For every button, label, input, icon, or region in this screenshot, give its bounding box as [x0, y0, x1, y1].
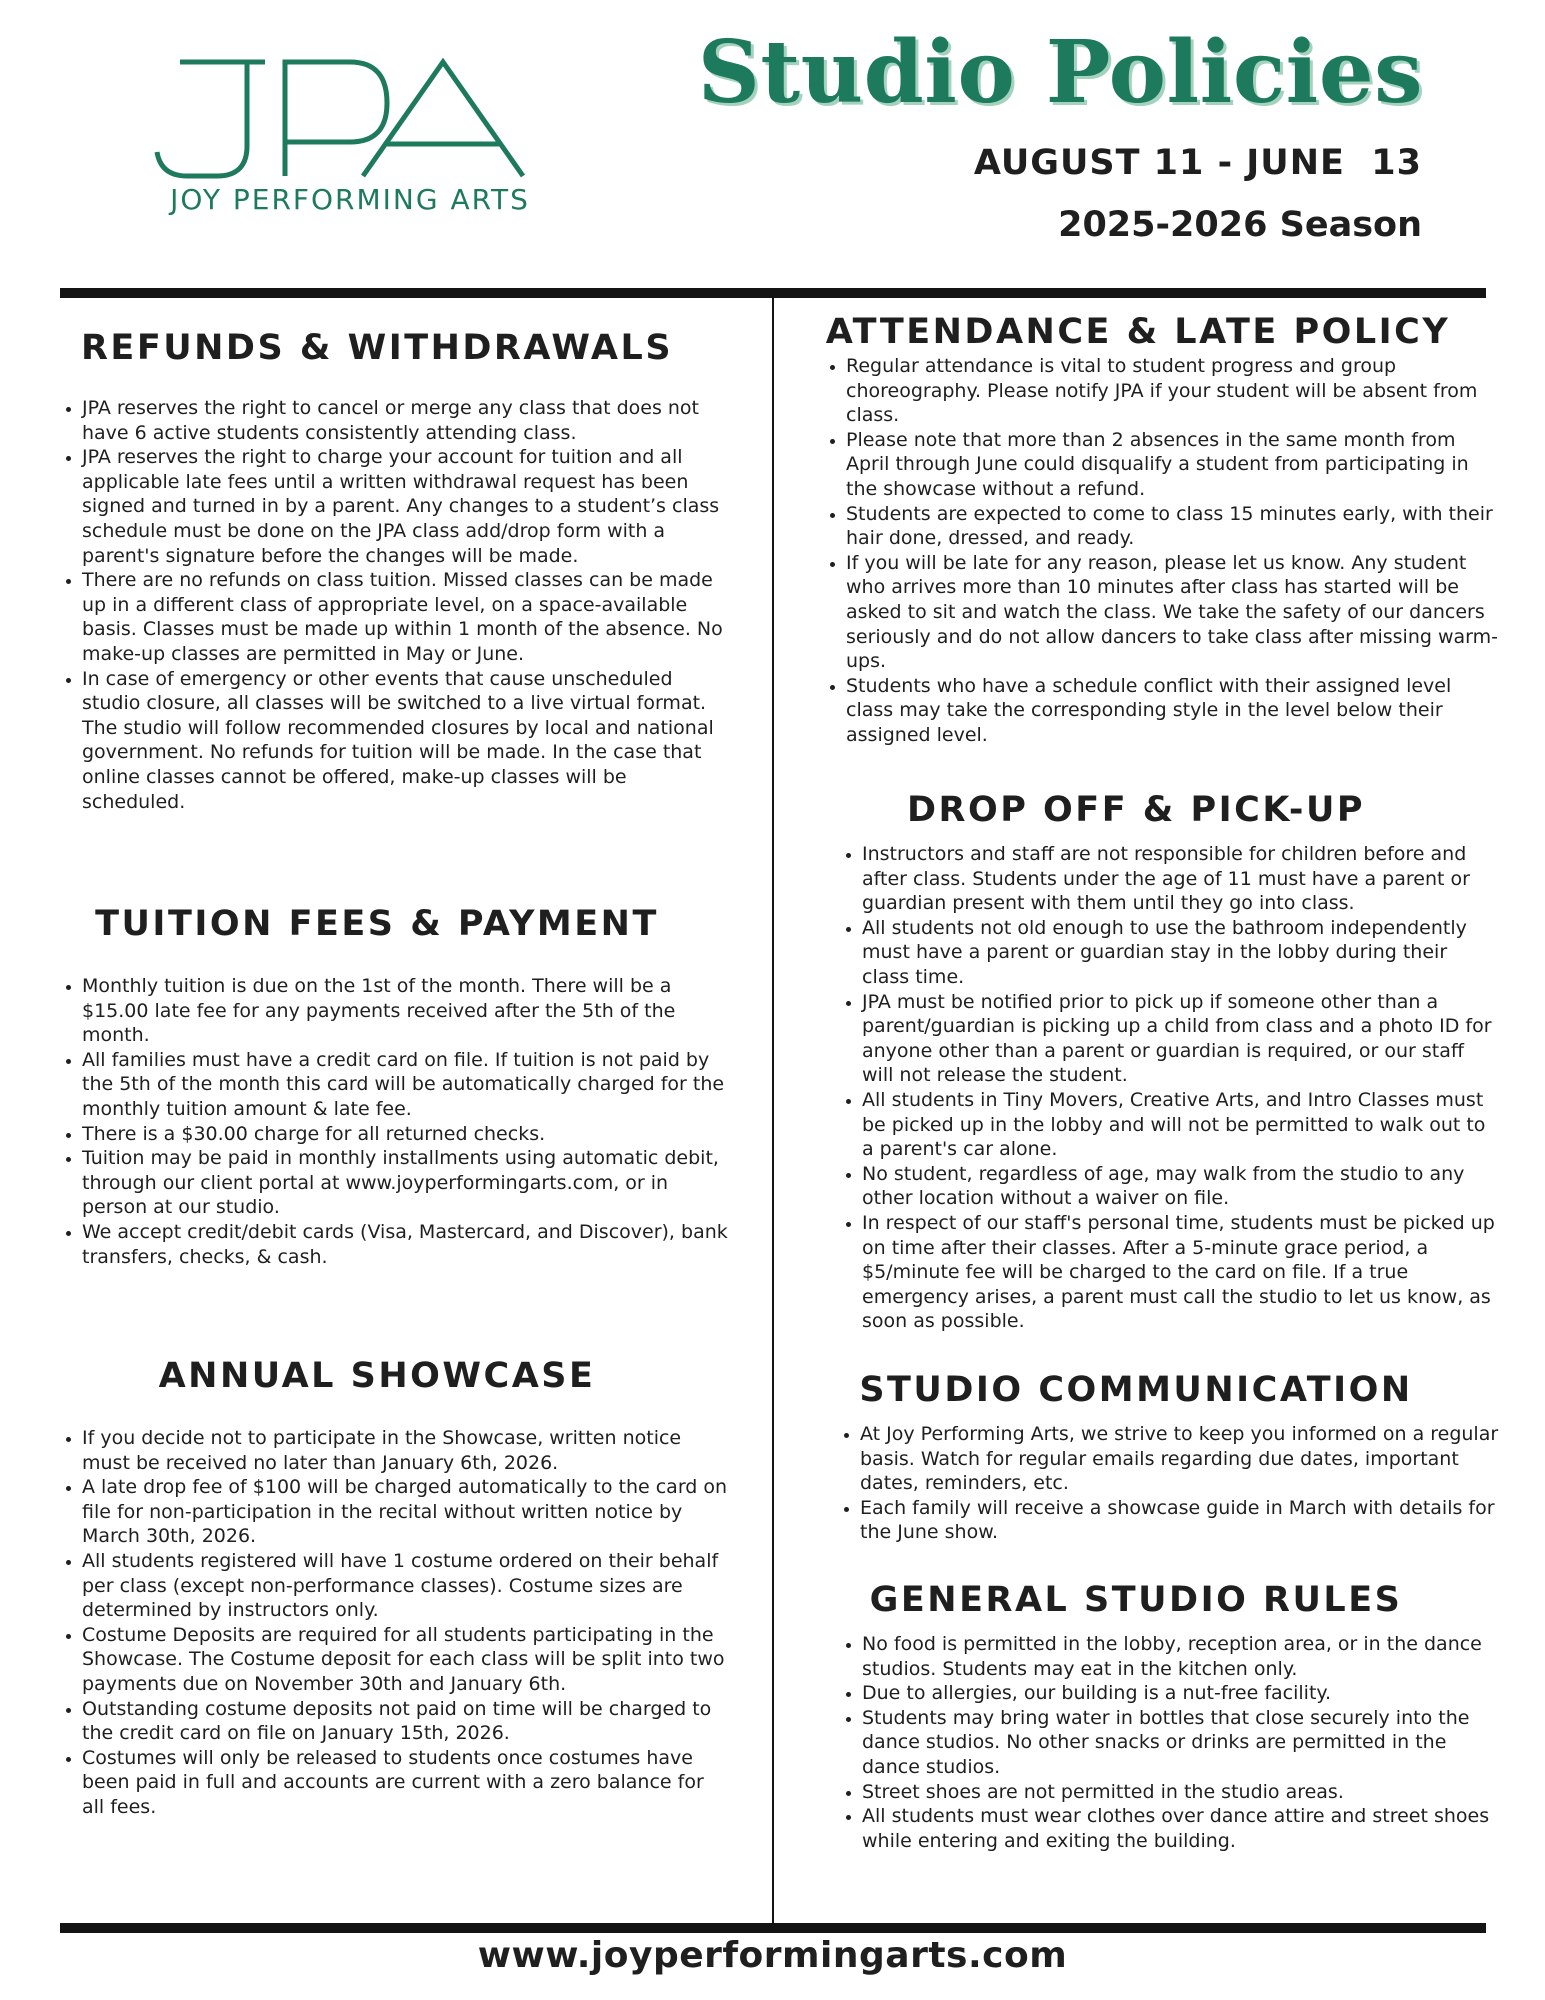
list-item: • All students must wear clothes over dance attire and street shoes while entering and exiting the building.	[862, 1804, 1500, 1853]
list-item: • There are no refunds on class tuition. Missed classes can be made up in a different class of appropriate level, on a space-available basis. Classes must be made up within 1 month of the absence. No make-up classes are permitted in May or June.	[82, 568, 730, 666]
jpa-monogram	[125, 58, 575, 183]
section-heading: STUDIO COMMUNICATION	[859, 1370, 1413, 1410]
list-item: • Regular attendance is vital to student progress and group choreography. Please notify JPA if your student will be absent from class.	[846, 354, 1500, 428]
list-item: • All students in Tiny Movers, Creative Arts, and Intro Classes must be picked up in the lobby and will not be permitted to walk out to a parent's car alone.	[862, 1088, 1500, 1162]
list-item: • Tuition may be paid in monthly installments using automatic debit, through our client portal at www.joyperformingarts.com, or in person at our studio.	[82, 1146, 730, 1220]
list-item: • In respect of our staff's personal time, students must be picked up on time after their classes. After a 5-minute grace period, a $5/minute fee will be charged to the card on file. If a true emergency arises, a parent must call the studio to let us know, as soon as possible.	[862, 1211, 1500, 1334]
list-item: • Costume Deposits are required for all students participating in the Showcase. The Costume deposit for each class will be split into two payments due on November 30th and January 6th.	[82, 1623, 730, 1697]
page-title: Studio Policies	[697, 22, 1423, 123]
list-item: • All students registered will have 1 costume ordered on their behalf per class (except non-performance classes). Costume sizes are determined by instructors only.	[82, 1549, 730, 1623]
list-item: • If you will be late for any reason, please let us know. Any student who arrives more than 10 minutes after class has started will be asked to sit and watch the class. We take the safety of our dancers seriously and do not allow dancers to take class after missing warm-ups.	[846, 551, 1500, 674]
bottom-divider	[60, 1923, 1486, 1933]
list-item: • Due to allergies, our building is a nut-free facility.	[862, 1681, 1500, 1706]
logo-wordmark: JOY PERFORMING ARTS	[170, 183, 530, 216]
list-item: • JPA reserves the right to cancel or merge any class that does not have 6 active students consistently attending class.	[82, 396, 730, 445]
list-item: • All students not old enough to use the bathroom independently must have a parent or guardian stay in the lobby during their class time.	[862, 916, 1500, 990]
list-item: • JPA must be notified prior to pick up if someone other than a parent/guardian is picking up a child from class and a photo ID for anyone other than a parent or guardian is required, or our staff will not release the student.	[862, 990, 1500, 1088]
list-item: • Students are expected to come to class 15 minutes early, with their hair done, dressed, and ready.	[846, 502, 1500, 551]
list-item: • All families must have a credit card on file. If tuition is not paid by the 5th of the month this card will be automatically charged for the monthly tuition amount & late fee.	[82, 1048, 730, 1122]
section-list	[800, 354, 1500, 748]
list-item: • Students who have a schedule conflict with their assigned level class may take the corresponding style in the level below their assigned level.	[846, 674, 1500, 748]
list-item: • Costumes will only be released to students once costumes have been paid in full and accounts are current with a zero balance for all fees.	[82, 1746, 730, 1820]
list-item: • No food is permitted in the lobby, reception area, or in the dance studios. Students may eat in the kitchen only.	[862, 1632, 1500, 1681]
list-item: • Outstanding costume deposits not paid on time will be charged to the credit card on file on January 15th, 2026.	[82, 1697, 730, 1746]
section-refunds-withdrawals	[40, 328, 730, 814]
section-heading: REFUNDS & WITHDRAWALS	[80, 328, 674, 368]
list-item: • Monthly tuition is due on the 1st of the month. There will be a $15.00 late fee for any payments received after the 5th of the month.	[82, 974, 730, 1048]
season-label: 2025-2026 Season	[1058, 205, 1422, 245]
list-item: • If you decide not to participate in the Showcase, written notice must be received no later than January 6th, 2026.	[82, 1426, 730, 1475]
list-item: • No student, regardless of age, may walk from the studio to any other location without a waiver on file.	[862, 1162, 1500, 1211]
section-list	[800, 1422, 1500, 1545]
list-item: • JPA reserves the right to charge your account for tuition and all applicable late fees until a written withdrawal request has been signed and turned in by a parent. Any changes to a student’s class schedule must be done on the JPA class add/drop form with a parent's signature before the changes will be made.	[82, 445, 730, 568]
section-heading: GENERAL STUDIO RULES	[869, 1580, 1403, 1620]
list-item: • A late drop fee of $100 will be charged automatically to the card on file for non-participation in the recital without written notice by March 30th, 2026.	[82, 1475, 730, 1549]
column-divider	[772, 296, 774, 1924]
section-list	[40, 974, 730, 1269]
section-list	[800, 1632, 1500, 1853]
list-item: • Instructors and staff are not responsible for children before and after class. Students under the age of 11 must have a parent or guardian present with them until they go into class.	[862, 842, 1500, 916]
section-list	[40, 396, 730, 814]
season-dates: AUGUST 11 - JUNE 13	[973, 143, 1422, 183]
list-item: • Street shoes are not permitted in the studio areas.	[862, 1780, 1500, 1805]
section-studio-communication	[800, 1370, 1500, 1545]
section-attendance	[800, 312, 1500, 748]
section-heading: DROP OFF & PICK-UP	[906, 790, 1366, 830]
section-list	[40, 1426, 730, 1820]
list-item: • There is a $30.00 charge for all returned checks.	[82, 1122, 730, 1147]
section-tuition-fees	[40, 904, 730, 1269]
list-item: • Please note that more than 2 absences in the same month from April through June could disqualify a student from participating in the showcase without a refund.	[846, 428, 1500, 502]
list-item: • In case of emergency or other events that cause unscheduled studio closure, all classes will be switched to a live virtual format. The studio will follow recommended closures by local and national government. No refunds for tuition will be made. In the case that online classes cannot be offered, make-up classes will be scheduled.	[82, 667, 730, 815]
section-heading: TUITION FEES & PAYMENT	[95, 904, 659, 944]
section-list	[800, 842, 1500, 1334]
section-heading: ANNUAL SHOWCASE	[158, 1356, 596, 1396]
list-item: • At Joy Performing Arts, we strive to keep you informed on a regular basis. Watch for regular emails regarding due dates, important dates, reminders, etc.	[860, 1422, 1500, 1496]
section-annual-showcase	[40, 1356, 730, 1820]
jpa-logo	[125, 58, 575, 218]
section-drop-off-pick-up	[800, 790, 1500, 1334]
list-item: • We accept credit/debit cards (Visa, Mastercard, and Discover), bank transfers, checks, & cash.	[82, 1220, 730, 1269]
list-item: • Each family will receive a showcase guide in March with details for the June show.	[860, 1496, 1500, 1545]
section-heading: ATTENDANCE & LATE POLICY	[825, 312, 1451, 352]
section-general-rules	[800, 1580, 1500, 1853]
list-item: • Students may bring water in bottles that close securely into the dance studios. No other snacks or drinks are permitted in the dance studios.	[862, 1706, 1500, 1780]
website-url: www.joyperformingarts.com	[477, 1935, 1068, 1976]
